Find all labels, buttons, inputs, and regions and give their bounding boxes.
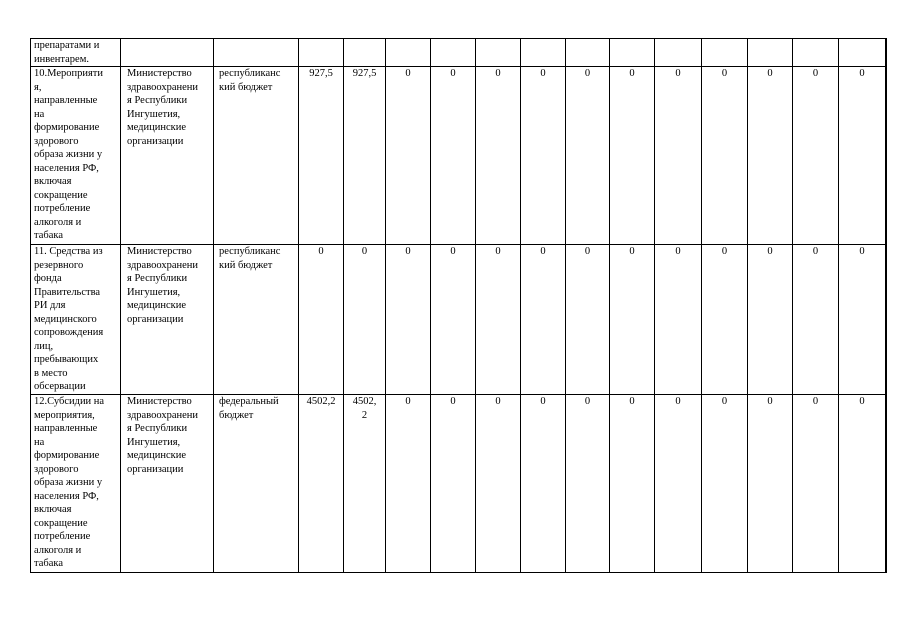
activity-name-cell [31,39,121,67]
value-cell-text: 0 [629,246,635,257]
value-cell [655,245,702,395]
executor-cell [121,67,214,245]
executor-cell [121,39,214,67]
value-cell [610,67,655,245]
value-cell [839,39,886,67]
value-cell [610,39,655,67]
value-cell [344,39,386,67]
funding-source-cell-text: республиканс кий бюджет [219,68,281,93]
funding-source-cell [214,67,299,245]
executor-cell [121,245,214,395]
value-cell-text: 0 [318,246,324,257]
table-row [31,395,887,573]
value-cell-text: 0 [405,68,411,79]
table-row [31,67,887,245]
value-cell [344,67,386,245]
value-cell-text: 0 [721,246,728,257]
executor-cell [121,395,214,573]
value-cell-text: 927,5 [352,68,377,79]
value-cell [299,39,344,67]
value-cell-text: 0 [629,396,635,407]
value-cell [476,39,521,67]
value-cell [793,39,839,67]
value-cell-text: 4502,2 [306,396,336,407]
value-cell-text: 0 [767,68,773,79]
value-cell [386,67,431,245]
value-cell-text: 0 [767,246,773,257]
value-cell [702,245,748,395]
value-cell [299,245,344,395]
value-cell-text: 0 [584,68,591,79]
value-cell-text: 0 [859,68,865,79]
value-cell [566,395,610,573]
value-cell-text: 0 [450,68,456,79]
value-cell [839,67,886,245]
value-cell-text: 0 [812,396,819,407]
value-cell-text: 0 [450,246,456,257]
table-row [31,245,887,395]
value-cell-text: 0 [450,396,456,407]
funding-source-cell [214,39,299,67]
activity-name-cell [31,67,121,245]
activity-name-cell [31,245,121,395]
activity-name-cell-text: 11. Средства из резервного фонда Правительства РИ для медицинского сопровождения лиц, пребывающих в место обсервации [34,246,104,392]
value-cell [839,395,886,573]
activity-name-cell-text: 10.Мероприяти я, направленные на формирование здорового образа жизни у населения РФ, включая сокращение потребление алкоголя и табака [34,68,104,241]
value-cell-text: 0 [721,68,728,79]
activity-name-cell [31,395,121,573]
value-cell-text: 0 [675,246,681,257]
value-cell-text: 0 [812,68,819,79]
value-cell [431,39,476,67]
value-cell [521,39,566,67]
value-cell [566,67,610,245]
value-cell [886,67,887,245]
value-cell [476,395,521,573]
funding-source-cell [214,245,299,395]
value-cell [655,395,702,573]
value-cell-text: 0 [584,246,591,257]
executor-cell-text: Министерство здравоохранени я Республики Ингушетия, медицинские организации [127,68,199,147]
value-cell [521,245,566,395]
value-cell-text: 0 [721,396,728,407]
value-cell-text: 0 [361,246,368,257]
funding-source-cell-text: федеральный бюджет [219,396,279,421]
value-cell [610,395,655,573]
value-cell [839,245,886,395]
value-cell [886,245,887,395]
activity-name-cell-text: препаратами и инвентарем. [34,40,100,65]
funding-source-cell-text: республиканс кий бюджет [219,246,281,271]
value-cell [702,39,748,67]
value-cell [610,245,655,395]
value-cell [655,67,702,245]
value-cell-text: 927,5 [309,68,333,79]
value-cell [566,39,610,67]
value-cell-text: 0 [584,396,591,407]
value-cell [748,67,793,245]
value-cell [386,39,431,67]
value-cell [386,245,431,395]
executor-cell-text: Министерство здравоохранени я Республики Ингушетия, медицинские организации [127,246,199,325]
value-cell [476,245,521,395]
value-cell [299,67,344,245]
value-cell-text: 0 [405,396,411,407]
value-cell [431,395,476,573]
value-cell [748,39,793,67]
value-cell [702,395,748,573]
value-cell [793,67,839,245]
value-cell [793,245,839,395]
value-cell [702,67,748,245]
value-cell-text: 0 [859,396,865,407]
table-row [31,39,887,67]
value-cell [431,67,476,245]
value-cell [886,395,887,573]
budget-table [30,38,887,573]
value-cell-text: 0 [540,396,546,407]
value-cell [655,39,702,67]
value-cell-text: 0 [495,396,501,407]
funding-source-cell [214,395,299,573]
value-cell-text: 0 [859,246,865,257]
activity-name-cell-text: 12.Субсидии на мероприятия, направленные на формирование здорового образа жизни у населения РФ, включая сокращение потребление алкоголя и табака [34,396,105,569]
value-cell [886,39,887,67]
value-cell [344,395,386,573]
value-cell [748,395,793,573]
value-cell-text: 0 [675,396,681,407]
value-cell-text: 0 [405,246,411,257]
executor-cell-text: Министерство здравоохранени я Республики Ингушетия, медицинские организации [127,396,199,475]
value-cell [566,245,610,395]
value-cell-text: 4502, 2 [352,396,377,421]
value-cell [476,67,521,245]
value-cell-text: 0 [629,68,635,79]
value-cell-text: 0 [495,68,501,79]
value-cell-text: 0 [767,396,773,407]
value-cell [521,67,566,245]
value-cell [386,395,431,573]
value-cell [521,395,566,573]
value-cell-text: 0 [812,246,819,257]
value-cell-text: 0 [675,68,681,79]
value-cell [431,245,476,395]
value-cell-text: 0 [495,246,501,257]
value-cell-text: 0 [540,246,546,257]
value-cell [299,395,344,573]
value-cell [344,245,386,395]
value-cell [748,245,793,395]
value-cell-text: 0 [540,68,546,79]
value-cell [793,395,839,573]
